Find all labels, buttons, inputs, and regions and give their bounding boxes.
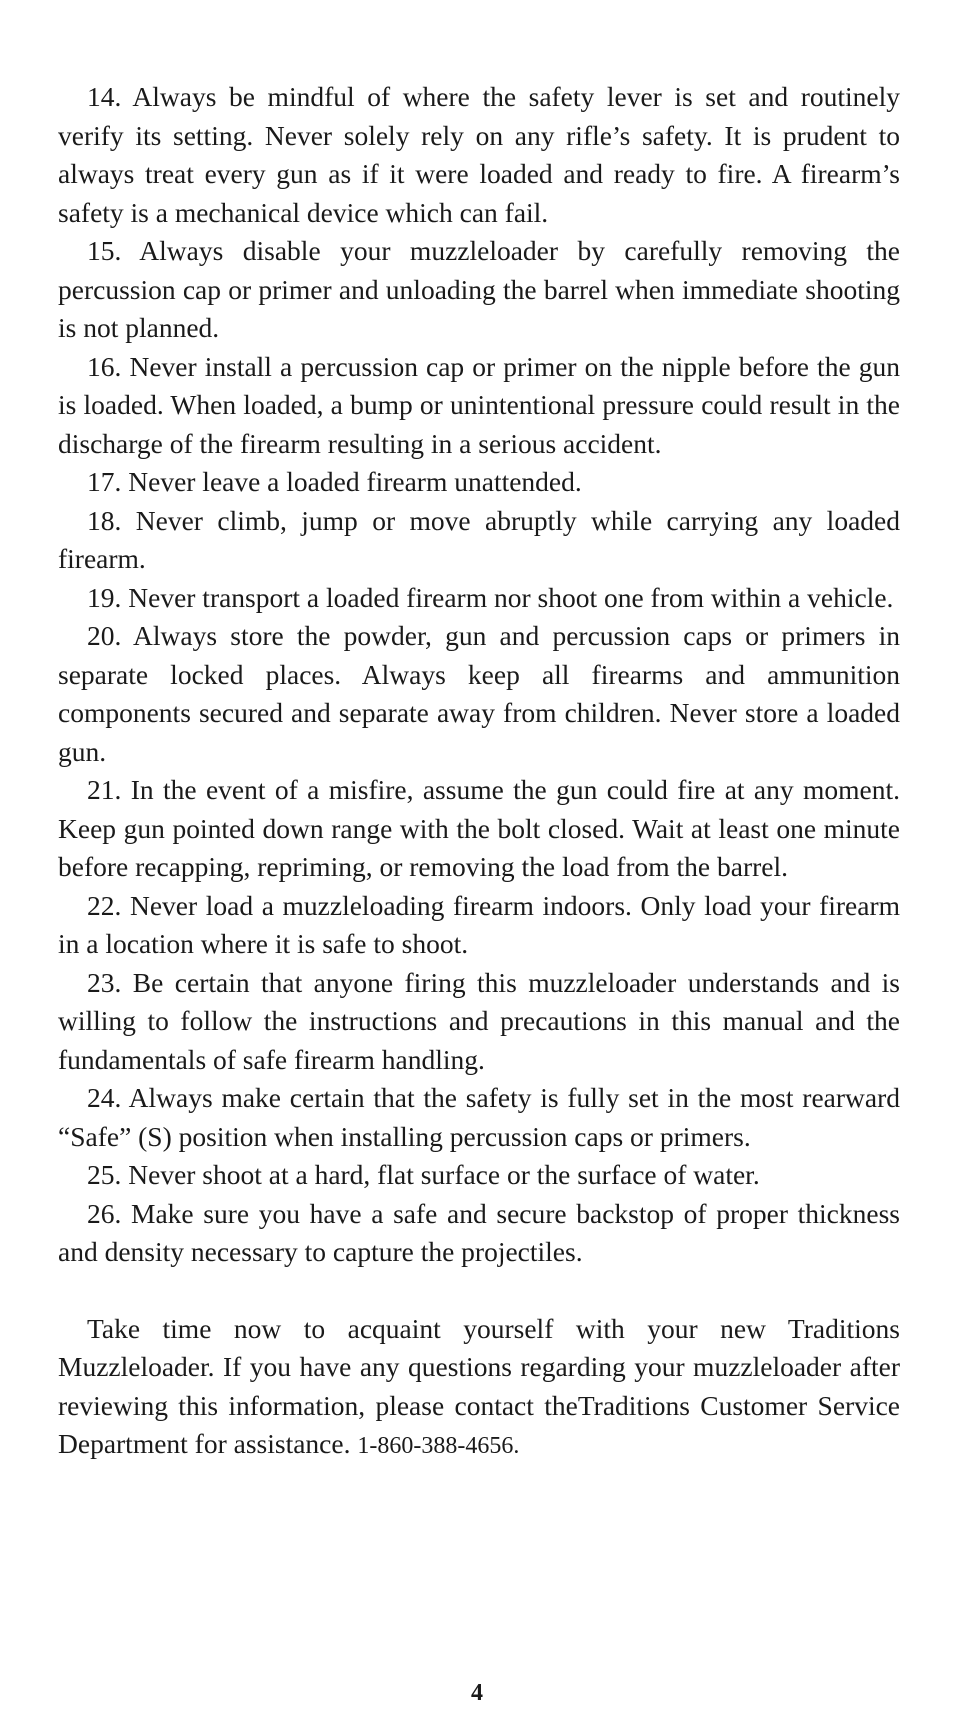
safety-rule-22: 22. Never load a muzzleloading firearm indoors. Only load your firearm in a location where it is safe to shoot.: [58, 889, 900, 959]
customer-service-phone: 1-860-388-4656.: [357, 1433, 520, 1459]
safety-rule-25: 25. Never shoot at a hard, flat surface or the surface of water.: [87, 1159, 760, 1190]
safety-rule-16: 16. Never install a percussion cap or primer on the nipple before the gun is loaded. When loaded, a bump or unintentional pressure could result in the discharge of the firearm resulting in a serious accident.: [58, 350, 900, 459]
manual-page: [58, 78, 900, 1466]
closing-text: Take time now to acquaint yourself with your new Traditions Muzzleloader. If you have any questions regarding your muzzleloader after reviewing this information, please contact theTraditions Customer Service Department for assistance.: [58, 1312, 900, 1459]
safety-rule-17: 17. Never leave a loaded firearm unattended.: [87, 466, 582, 497]
safety-rule-20: 20. Always store the powder, gun and percussion caps or primers in separate locked places. Always keep all firearms and ammunition components secured and separate away from children. Never store a loaded gun.: [58, 620, 900, 767]
safety-rule-21: 21. In the event of a misfire, assume the gun could fire at any moment. Keep gun pointed down range with the bolt closed. Wait at least one minute before recapping, repriming, or removing the load from the barrel.: [58, 774, 900, 882]
page-number: 4: [471, 1680, 483, 1706]
safety-rule-23: 23. Be certain that anyone firing this muzzleloader understands and is willing to follow the instructions and precautions in this manual and the fundamentals of safe firearm handling.: [58, 966, 900, 1075]
safety-rule-24: 24. Always make certain that the safety is fully set in the most rearward “Safe” (S) position when installing percussion caps or primers.: [58, 1082, 900, 1152]
safety-rule-15: 15. Always disable your muzzleloader by carefully removing the percussion cap or primer and unloading the barrel when immediate shooting is not planned.: [58, 235, 900, 343]
closing-paragraph: [58, 1310, 900, 1466]
safety-rule-18: 18. Never climb, jump or move abruptly while carrying any loaded firearm.: [58, 504, 900, 574]
safety-rule-14: 14. Always be mindful of where the safety lever is set and routinely verify its setting. Never solely rely on any rifle’s safety. It is prudent to always treat every gun as if it were loaded and ready to fire. A firearm’s safety is a mechanical device which can fail.: [58, 81, 900, 228]
safety-rule-19: 19. Never transport a loaded firearm nor shoot one from within a vehicle.: [87, 581, 894, 613]
safety-rule-26: 26. Make sure you have a safe and secure backstop of proper thickness and density necessary to capture the projectiles.: [58, 1197, 900, 1267]
